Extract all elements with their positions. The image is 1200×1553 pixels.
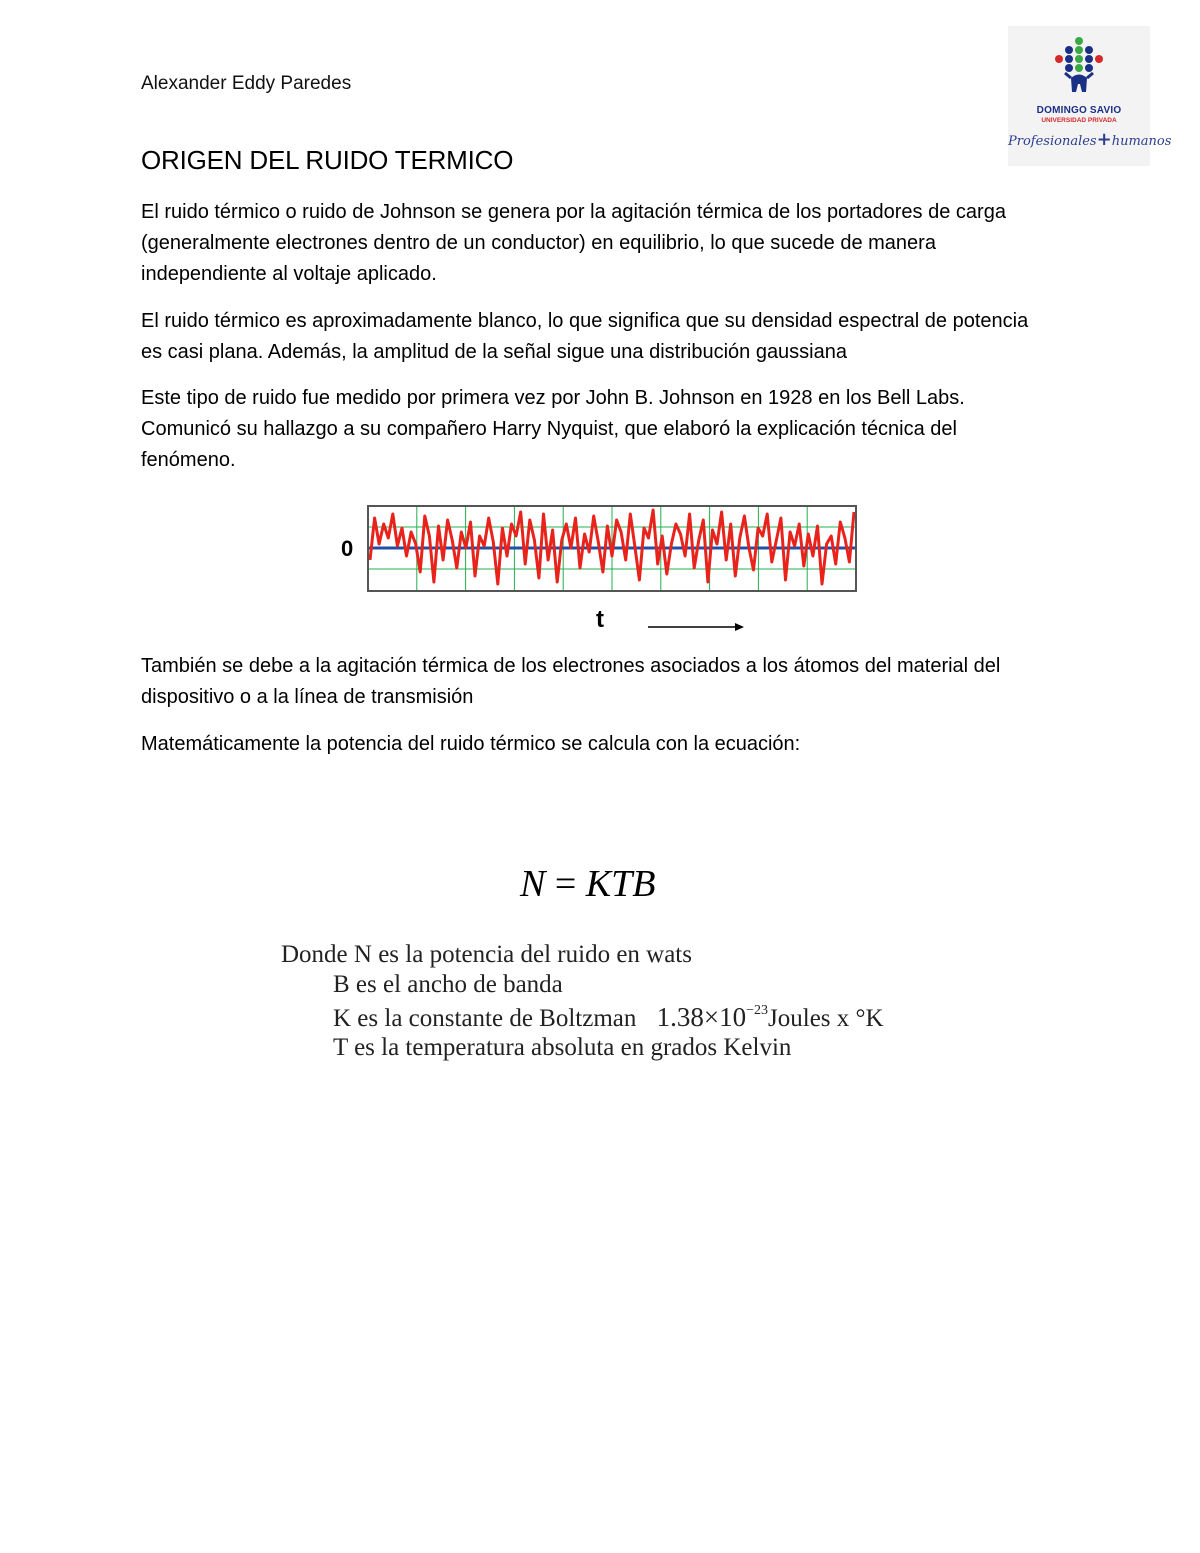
definition-n: Donde N es la potencia del ruido en wats: [281, 941, 692, 968]
paragraph-agitation: También se debe a la agitación térmica de los electrones asociados a los átomos del material del dispositivo o a la línea de transmisión: [141, 655, 1001, 708]
logo-name: DOMINGO SAVIO: [1036, 105, 1122, 116]
equation-equals: =: [554, 863, 577, 905]
boltzmann-constant: [657, 1002, 768, 1032]
time-axis-label: t: [596, 606, 604, 633]
definition-k-text: K es la constante de Boltzman: [333, 1005, 637, 1032]
time-arrow-icon: [648, 623, 744, 631]
logo-slogan: [1008, 129, 1172, 150]
paragraph-white-noise: El ruido térmico es aproximadamente blanco, lo que significa que su densidad espectral de potencia es casi plana. Además, la amplitud de la señal sigue una distribución gaussiana: [141, 310, 1029, 363]
paragraph-origin: El ruido térmico o ruido de Johnson se genera por la agitación térmica de los portadores de carga (generalmente electrones dentro de un conductor) en equilibrio, lo que sucede de manera independiente al voltaje aplicado.: [141, 201, 1006, 285]
logo-slogan-left: Profesionales: [1008, 134, 1097, 149]
equation-rhs: KTB: [585, 863, 656, 905]
constant-units: Joules x °K: [768, 1005, 884, 1032]
thermal-noise-chart: [330, 495, 870, 640]
logo-emblem-icon: [1008, 26, 1150, 106]
definition-k: [333, 1002, 884, 1033]
zero-axis-label: 0: [341, 536, 354, 561]
constant-exponent: −23: [746, 1003, 769, 1018]
university-logo: [1008, 26, 1172, 166]
definition-t: T es la temperatura absoluta en grados Kelvin: [333, 1034, 792, 1061]
equation-lhs: N: [520, 863, 546, 905]
noise-power-equation: [520, 862, 656, 906]
document-title: ORIGEN DEL RUIDO TERMICO: [141, 145, 514, 175]
logo-slogan-right: humanos: [1111, 134, 1172, 149]
constant-mantissa: 1.38×10: [656, 1002, 747, 1032]
author-name: Alexander Eddy Paredes: [141, 73, 352, 94]
logo-subtitle: UNIVERSIDAD PRIVADA: [1041, 117, 1117, 124]
plus-icon: +: [1096, 129, 1112, 150]
definition-b: B es el ancho de banda: [333, 971, 563, 998]
paragraph-equation-intro: Matemáticamente la potencia del ruido térmico se calcula con la ecuación:: [141, 733, 801, 755]
paragraph-history: Este tipo de ruido fue medido por primera vez por John B. Johnson en 1928 en los Bell Labs. Comunicó su hallazgo a su compañero Harry Nyquist, que elaboró la explicación técnica del fenómeno.: [141, 387, 965, 471]
